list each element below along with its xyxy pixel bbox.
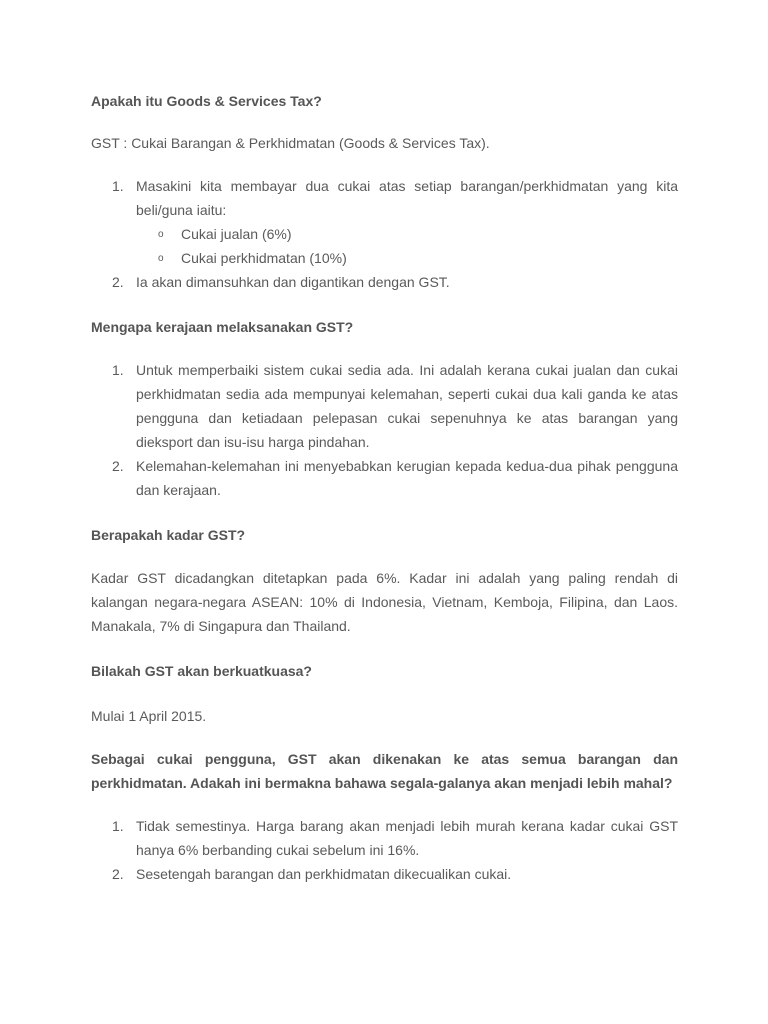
heading-what-is-gst: Apakah itu Goods & Services Tax? bbox=[91, 93, 322, 109]
list-item-text: Ia akan dimansuhkan dan digantikan dengan GST. bbox=[136, 274, 450, 290]
list-number: 1. bbox=[112, 818, 124, 834]
circle-bullet-icon: o bbox=[158, 229, 164, 240]
sub-list-item-text: Cukai perkhidmatan (10%) bbox=[181, 250, 347, 266]
circle-bullet-icon: o bbox=[158, 253, 164, 264]
sub-list-item bbox=[136, 222, 678, 246]
list-item-text: Sesetengah barangan dan perkhidmatan dikecualikan cukai. bbox=[136, 866, 512, 882]
list-item-text: Tidak semestinya. Harga barang akan menjadi lebih murah kerana kadar cukai GST hanya 6% berbanding cukai sebelum ini 16%. bbox=[136, 818, 678, 858]
list-number: 2. bbox=[112, 866, 124, 882]
sub-list-item-text: Cukai jualan (6%) bbox=[181, 226, 292, 242]
gst-definition: GST : Cukai Barangan & Perkhidmatan (Goods & Services Tax). bbox=[91, 135, 490, 151]
current-taxes-list bbox=[91, 174, 678, 294]
sub-list-item bbox=[136, 246, 678, 270]
gst-rate-answer: Kadar GST dicadangkan ditetapkan pada 6%. Kadar ini adalah yang paling rendah di kalangan negara-negara ASEAN: 10% di Indonesia, Vietnam, Kemboja, Filipina, dan Laos. Manakala, 7% di Singapura dan Thailand. bbox=[91, 570, 678, 634]
list-number: 1. bbox=[112, 362, 124, 378]
reasons-list bbox=[91, 358, 678, 502]
price-impact-list bbox=[91, 814, 678, 886]
list-item-text: Untuk memperbaiki sistem cukai sedia ada. Ini adalah kerana cukai jualan dan cukai perkhidmatan sedia ada mempunyai kelemahan, seperti cukai dua kali ganda ke atas pengguna dan ketiadaan pelepasan cukai sepenuhnya ke atas barangan yang dieksport dan isu-isu harga pindahan. bbox=[136, 362, 678, 450]
list-item-text: Kelemahan-kelemahan ini menyebabkan kerugian kepada kedua-dua pihak pengguna dan kerajaan. bbox=[136, 458, 678, 498]
heading-why-implement-gst: Mengapa kerajaan melaksanakan GST? bbox=[91, 319, 354, 335]
heading-consumer-tax-question: Sebagai cukai pengguna, GST akan dikenakan ke atas semua barangan dan perkhidmatan. Adakah ini bermakna bahawa segala-galanya akan menjadi lebih mahal? bbox=[91, 751, 678, 791]
list-item bbox=[91, 174, 678, 270]
heading-gst-effective-date: Bilakah GST akan berkuatkuasa? bbox=[91, 663, 312, 679]
gst-effective-date-answer: Mulai 1 April 2015. bbox=[91, 708, 207, 724]
list-number: 2. bbox=[112, 458, 124, 474]
list-item bbox=[91, 454, 678, 502]
tax-sub-list bbox=[136, 222, 678, 270]
list-item bbox=[91, 358, 678, 454]
list-number: 1. bbox=[112, 178, 124, 194]
list-item bbox=[91, 862, 678, 886]
heading-gst-rate: Berapakah kadar GST? bbox=[91, 527, 246, 543]
list-item bbox=[91, 270, 678, 294]
list-number: 2. bbox=[112, 274, 124, 290]
list-item-text: Masakini kita membayar dua cukai atas setiap barangan/perkhidmatan yang kita beli/guna iaitu: bbox=[136, 178, 678, 218]
list-item bbox=[91, 814, 678, 862]
